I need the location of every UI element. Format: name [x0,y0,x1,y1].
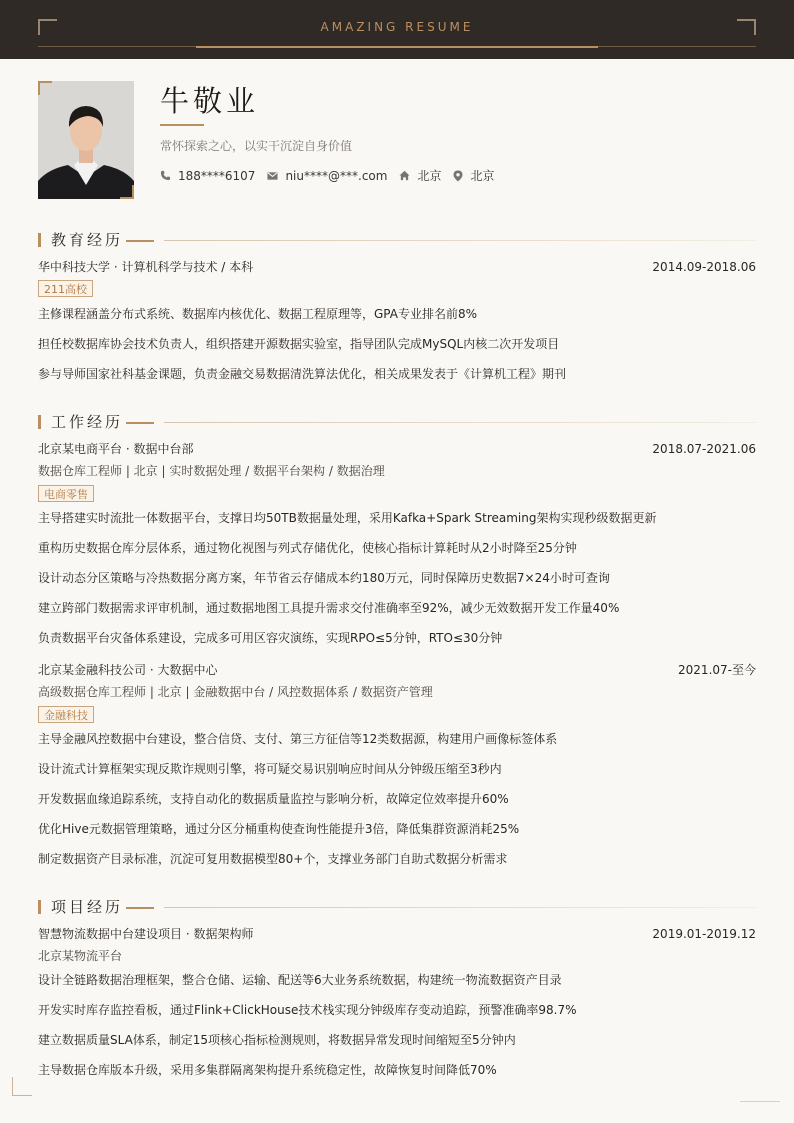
job-bullet: 主导金融风控数据中台建设，整合信贷、支付、第三方征信等12类数据源，构建用户画像标签体系 [38,732,558,746]
heading-bar [38,900,41,914]
profile-photo [38,81,134,199]
project-header [38,926,756,942]
heading-label: 工作经历 [51,413,124,431]
phone-number: 188****6107 [178,168,256,183]
job-company: 北京某电商平台 · 数据中台部 [38,442,194,456]
hometown-value: 北京 [417,169,442,183]
contact-row [160,167,506,184]
job-date: 2018.07-2021.06 [652,442,756,456]
corner-ornament [12,1077,32,1096]
email-address: niu****@***.com [285,168,388,183]
heading-dash [126,240,154,242]
location-value: 北京 [470,169,495,183]
project-bullet: 建立数据质量SLA体系，制定15项核心指标检测规则，将数据异常发现时间缩短至5分钟内 [38,1033,516,1047]
job-bullet: 主导搭建实时流批一体数据平台，支撑日均50TB数据量处理，采用Kafka+Spark Streaming架构实现秒级数据更新 [38,511,657,525]
header-title: AMAZING RESUME [320,20,474,34]
footer-rule [740,1101,780,1102]
header-band [0,0,794,59]
job-date: 2021.07-至今 [678,663,756,677]
contact-hometown [399,167,441,184]
education-entry [38,259,756,275]
photo-corner-mark [120,185,134,199]
job-header [38,662,756,678]
job-bullet: 设计动态分区策略与冷热数据分离方案，年节省云存储成本约180万元，同时保障历史数据7×24小时可查询 [38,571,610,585]
school-degree: 华中科技大学 · 计算机科学与技术 / 本科 [38,260,254,274]
job-company: 北京某金融科技公司 · 大数据中心 [38,663,218,677]
contact-location [453,167,494,184]
contact-email [267,169,387,183]
mail-icon [267,171,278,181]
project-org: 北京某物流平台 [38,949,123,963]
heading-label: 教育经历 [51,231,124,249]
education-bullet: 参与导师国家社科基金课题，负责金融交易数据清洗算法优化，相关成果发表于《计算机工程》期刊 [38,367,567,381]
section-heading-work [38,412,756,432]
job-bullet: 建立跨部门数据需求评审机制，通过数据地图工具提升需求交付准确率至92%，减少无效数据开发工作量40% [38,601,620,615]
heading-rule [164,422,756,423]
candidate-name: 牛敬业 [160,84,260,118]
heading-label: 项目经历 [51,898,124,916]
heading-bar [38,415,41,429]
education-tag: 211高校 [38,280,93,297]
education-bullet: 担任校数据库协会技术负责人，组织搭建开源数据实验室，指导团队完成MySQL内核二次开发项目 [38,337,560,351]
motto: 常怀探索之心，以实干沉淀自身价值 [160,139,353,153]
project-bullet: 设计全链路数据治理框架，整合仓储、运输、配送等6大业务系统数据，构建统一物流数据资产目录 [38,973,562,987]
job-bullet: 优化Hive元数据管理策略，通过分区分桶重构使查询性能提升3倍，降低集群资源消耗25% [38,822,520,836]
job-role: 高级数据仓库工程师 | 北京 | 金融数据中台 / 风控数据体系 / 数据资产管理 [38,685,433,699]
education-date: 2014.09-2018.06 [652,260,756,274]
header-accent-line [196,46,598,48]
name-underline [160,124,204,126]
job-bullet: 负责数据平台灾备体系建设，完成多可用区容灾演练，实现RPO≤5分钟，RTO≤30分钟 [38,631,503,645]
photo-corner-mark [38,81,52,95]
home-icon [399,170,410,181]
job-role: 数据仓库工程师 | 北京 | 实时数据处理 / 数据平台架构 / 数据治理 [38,464,385,478]
job-bullet: 设计流式计算框架实现反欺诈规则引擎，将可疑交易识别响应时间从分钟级压缩至3秒内 [38,762,502,776]
heading-rule [164,907,756,908]
section-heading-education [38,230,756,250]
education-bullet: 主修课程涵盖分布式系统、数据库内核优化、数据工程原理等，GPA专业排名前8% [38,307,478,321]
job-bullet: 重构历史数据仓库分层体系，通过物化视图与列式存储优化，使核心指标计算耗时从2小时降至25分钟 [38,541,577,555]
heading-bar [38,233,41,247]
portrait-image [38,81,134,199]
job-tag: 金融科技 [38,706,94,723]
heading-dash [126,422,154,424]
job-header [38,441,756,457]
heading-dash [126,907,154,909]
project-date: 2019.01-2019.12 [652,927,756,941]
project-bullet: 开发实时库存监控看板，通过Flink+ClickHouse技术栈实现分钟级库存变动追踪，预警准确率98.7% [38,1003,577,1017]
location-pin-icon [453,170,463,182]
phone-icon [160,170,171,181]
job-bullet: 制定数据资产目录标准，沉淀可复用数据模型80+个，支撑业务部门自助式数据分析需求 [38,852,508,866]
section-heading-projects [38,897,756,917]
job-bullet: 开发数据血缘追踪系统，支持自动化的数据质量监控与影响分析，故障定位效率提升60% [38,792,509,806]
job-tag: 电商零售 [38,485,94,502]
heading-rule [164,240,756,241]
project-bullet: 主导数据仓库版本升级，采用多集群隔离架构提升系统稳定性，故障恢复时间降低70% [38,1063,497,1077]
project-title: 智慧物流数据中台建设项目 · 数据架构师 [38,927,254,941]
contact-phone [160,169,255,183]
